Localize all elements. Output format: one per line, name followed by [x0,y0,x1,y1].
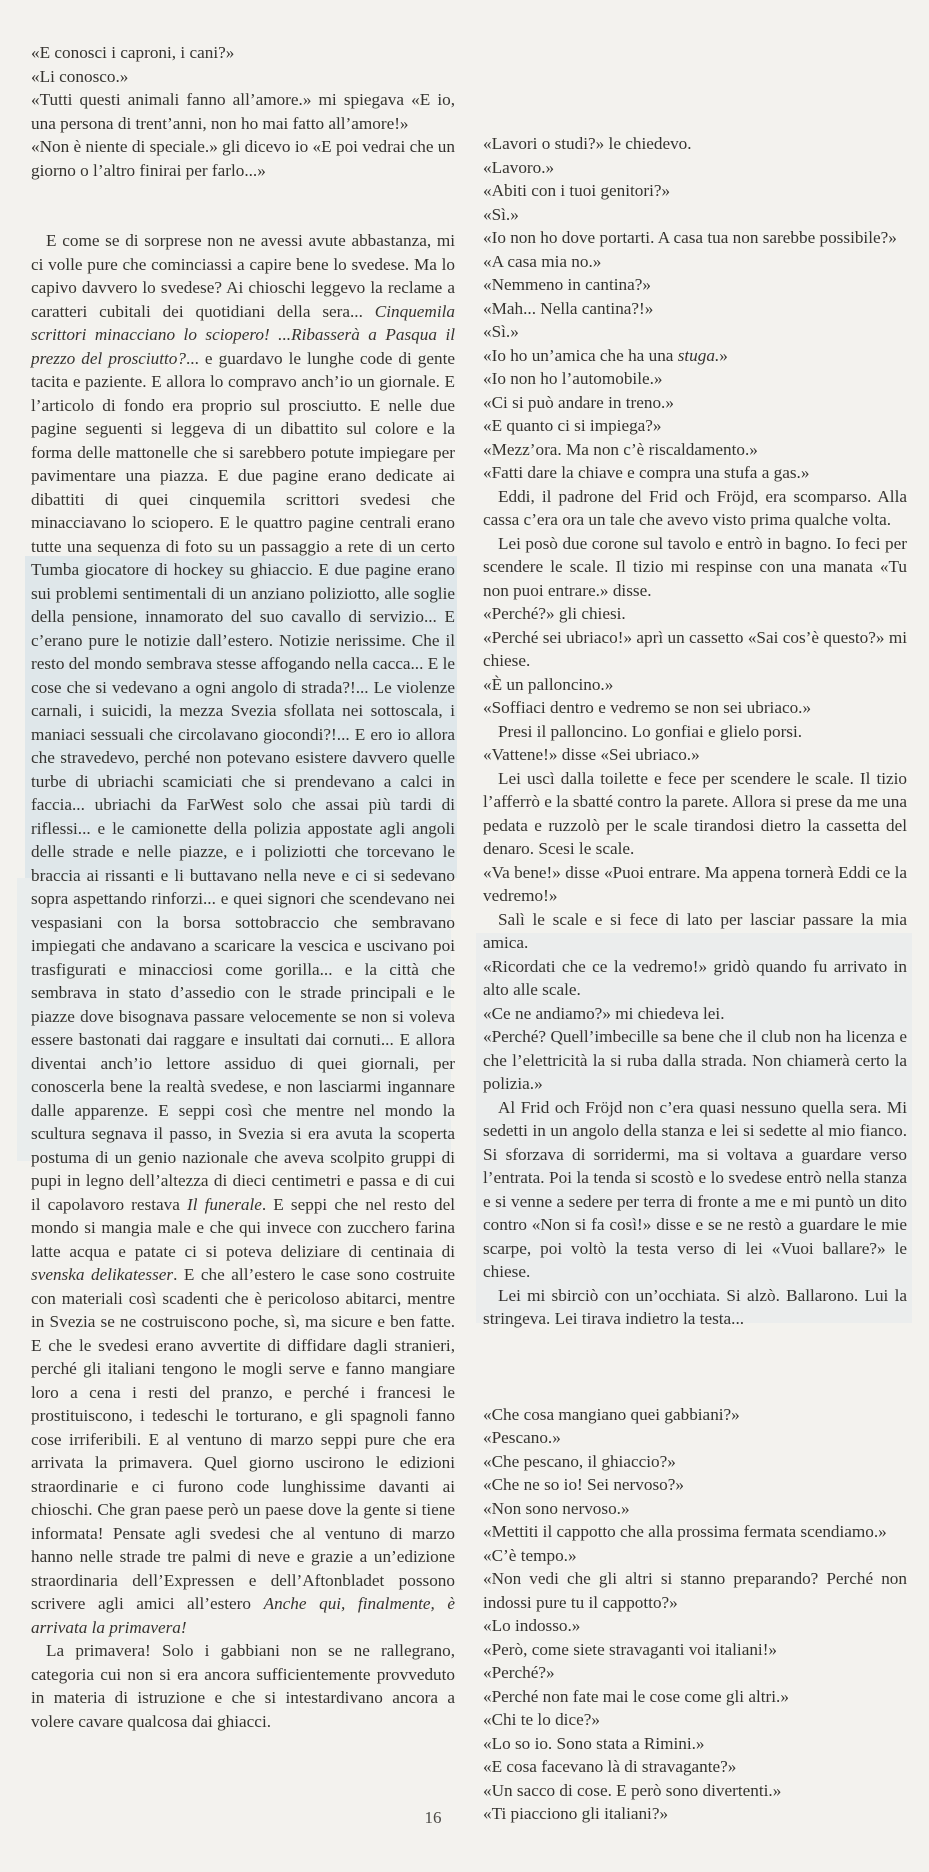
right-text-column [483,132,907,1826]
dialogue-line [483,203,907,227]
dialogue-line [483,955,907,1002]
paragraph [483,532,907,603]
text-segment: «Lavori o studi?» le chiedevo. [483,134,692,153]
dialogue-line [483,1802,907,1826]
dialogue-block [483,743,907,767]
dialogue-line [483,320,907,344]
dialogue-line [31,65,455,89]
italic-text-segment: Cinquemila scrittori minacciano lo sciopero! ...Ribasserà a Pasqua il prezzo del prosciutto? [31,301,455,368]
dialogue-line [483,1426,907,1450]
text-segment: «Vattene!» disse «Sei ubriaco.» [483,745,700,764]
text-segment: La primavera! Solo i gabbiani non se ne rallegrano, categoria cui non si era ancora sufficientemente provveduto in materia di istruzione e che si intestardivano ancora a volere cavare qualcosa dai ghiacci. [31,1641,455,1731]
paragraph [31,1639,455,1733]
text-segment: «Io non ho dove portarti. A casa tua non sarebbe possibile?» [483,228,897,247]
dialogue-line [483,1779,907,1803]
paragraph [483,908,907,955]
dialogue-line [483,1403,907,1427]
text-segment: «Lo indosso.» [483,1616,581,1635]
text-segment: «Non sono nervoso.» [483,1498,630,1518]
dialogue-line [483,743,907,767]
text-segment: «Ti piacciono gli italiani?» [483,1804,669,1823]
italic-text-segment: stuga. [677,345,720,365]
text-segment: «Ricordati che ce la vedremo!» gridò quando fu arrivato in alto alle scale. [483,956,907,999]
text-segment: «Li conosco.» [31,66,129,86]
paragraph-block [483,1284,907,1331]
paragraph [483,1096,907,1284]
paragraph-block [483,908,907,955]
text-segment: ... e guardavo le lunghe code di gente tacita e paziente. E allora lo compravo anch’io un giornale. E l’articolo di fondo era proprio sul prosciutto. E nelle due pagine seguenti si leggeva di un dibattito sul colore e la forma delle mattonelle che si sarebbero potute impiegare per pavimentare una piazza. E due pagine erano dedicate ai dibattiti di quei cinquemila scrittori svedesi che minacciavano lo sciopero. E le quattro pagine centrali erano tutte una sequenza di foto su un passaggio a rete di un certo Tumba giocatore di hockey su ghiaccio. E due pagine erano sui problemi sentimentali di un anziano poliziotto, alle soglie della pensione, innamorato del suo cavallo di servizio... E c’erano pure le notizie dall’estero. Notizie nerissime. Che il resto del mondo sembrava stesse affogando nella cacca... E le cose che si vedevano a ogni angolo di strada?!... Le violenze carnali, i suicidi, la mezza Svezia sfollata nei sottoscala, i maniaci sessuali che circolavano giocondi?!... E ero io allora che stravedevo, perché non potevano esistere davvero quelle turbe di ubriachi scamiciati che si prendevano a calci in faccia... ubriachi da FarWest solo che assai più tardi di riflessi... e le camionette della polizia appostate agli angoli delle strade e nelle piazze, e i poliziotti che torcevano le braccia ai rissanti e li buttavano nella neve e ci si sedevano sopra aspettando rinforzi... e quei signori che scendevano nei vespasiani con la borsa sottobraccio che sembravano impiegati che andavano a scaricare la vescica e uscivano poi trasfigurati e minacciosi come gorilla... e la città che sembrava in stato d’assedio con le strade principali e le piazze dove bisognava passare velocemente se non si voleva essere bastonati dai raggare e insultati dai cornuti... E allora diventai anch’io lettore assiduo di quei giornali, per conoscerla bene la realtà svedese, e non lasciarmi ingannare dalle apparenze. E seppi così che mentre nel mondo la scultura segnava il passo, in Svezia si era avuta la scoperta postuma di un genio nazionale che aveva scolpito gruppi di pupi in legno dell’altezza di dieci centimetri e passa e di cui il capolavoro restava [31,348,456,1214]
dialogue-block [31,41,455,182]
dialogue-line [483,1567,907,1614]
dialogue-line [483,1755,907,1779]
paragraph [483,1284,907,1331]
text-segment: E come se di sorprese non ne avessi avute abbastanza, mi ci volle pure che cominciassi a capire bene lo svedese. Ma lo capivo davvero lo svedese? Ai chioschi leggevo la reclame a caratteri cubitali dei quotidiani della sera... [31,231,455,321]
paragraph-block [483,532,907,603]
text-segment: «E conosci i caproni, i cani?» [31,43,235,62]
text-segment: Lei posò due corone sul tavolo e entrò in bagno. Io feci per scendere le scale. Il tizio mi respinse con una manata «Tu non puoi entrare.» disse. [483,533,907,600]
text-segment: «Un sacco di cose. E però sono divertenti.» [483,1780,782,1800]
text-segment: Lei mi sbirciò con un’occhiata. Si alzò. Ballarono. Lui la stringeva. Lei tirava indietro la testa... [483,1285,907,1328]
dialogue-block [483,602,907,720]
dialogue-line [483,438,907,462]
dialogue-line [483,1002,907,1026]
text-segment: «Che cosa mangiano quei gabbiani?» [483,1404,740,1424]
dialogue-line [483,1685,907,1709]
dialogue-line [483,861,907,908]
page-number: 16 [424,1808,442,1827]
dialogue-line [483,1661,907,1685]
dialogue-line [483,226,907,250]
text-segment: «Ce ne andiamo?» mi chiedeva lei. [483,1003,725,1023]
text-segment: «Sì.» [483,204,519,224]
text-segment: «Mettiti il cappotto che alla prossima fermata scendiamo.» [483,1522,887,1541]
text-segment: «È un palloncino.» [483,674,614,694]
text-segment: «Che ne so io! Sei nervoso?» [483,1475,684,1494]
text-segment: «Pescano.» [483,1428,561,1447]
text-segment: «Perché?» gli chiesi. [483,604,626,623]
left-text-column [31,41,455,1733]
text-segment: «Lavoro.» [483,157,555,177]
text-segment: «Mezz’ora. Ma non c’è riscaldamento.» [483,439,758,459]
text-segment: «Ci si può andare in treno.» [483,392,674,412]
text-segment: «Perché?» [483,1663,555,1682]
text-segment: » [719,345,728,365]
dialogue-block [483,1403,907,1826]
paragraph [483,485,907,532]
paragraph-block [483,1096,907,1284]
text-segment: Eddi, il padrone del Frid och Fröjd, era scomparso. Alla cassa c’era ora un tale che avevo visto prima qualche volta. [483,486,907,529]
text-segment: «Abiti con i tuoi genitori?» [483,181,671,200]
text-segment: «Nemmeno in cantina?» [483,275,651,294]
paragraph-block [483,720,907,744]
text-segment: Salì le scale e si fece di lato per lasciar passare la mia amica. [483,909,907,952]
paragraph-block [31,1639,455,1733]
dialogue-block [483,132,907,485]
dialogue-line [483,414,907,438]
text-segment: «E quanto ci si impiega?» [483,416,662,435]
text-segment: «Mah... Nella cantina?!» [483,298,654,318]
text-segment: «Perché? Quell’imbecille sa bene che il club non ha licenza e che l’elettricità la si ruba dalla strada. Non chiamerà certo la polizia.» [483,1027,907,1093]
dialogue-line [483,673,907,697]
text-segment: «Tutti questi animali fanno all’amore.» mi spiegava «E io, una persona di trent’anni, non ho mai fatto all’amore!» [31,90,455,133]
dialogue-line [483,250,907,274]
text-segment: «Perché sei ubriaco!» aprì un cassetto «Sai cos’è questo?» mi chiese. [483,627,907,670]
text-segment: «C’è tempo.» [483,1545,577,1565]
dialogue-line [483,626,907,673]
dialogue-line [483,1708,907,1732]
text-segment: . E seppi che nel resto del mondo si mangia male e che qui invece con zucchero farina latte acqua e patate ci si poteva deliziare di centinaia di [31,1194,455,1261]
text-segment: Al Frid och Fröjd non c’era quasi nessuno quella sera. Mi sedetti in un angolo della stanza e lei si sedette al mio fianco. Si sforzava di sorridermi, ma si voltava a guardare verso l’entrata. Poi la tenda si scostò e lo svedese entrò nella stanza e si venne a sedere per terra di fronte a me e mi puntò un dito contro «Non si fa così!» disse e se ne restò a guardare le mie scarpe, poi voltò la testa verso di lei «Vuoi ballare?» le chiese. [483,1097,907,1281]
dialogue-block [483,861,907,908]
text-segment: «Però, come siete stravaganti voi italiani!» [483,1639,778,1659]
dialogue-line [483,1025,907,1096]
dialogue-line [483,461,907,485]
text-segment: «Lo so io. Sono stata a Rimini.» [483,1733,705,1753]
dialogue-line [483,602,907,626]
dialogue-line [483,132,907,156]
text-segment: «Perché non fate mai le cose come gli altri.» [483,1686,789,1706]
text-segment: «Fatti dare la chiave e compra una stufa a gas.» [483,463,810,482]
dialogue-line [483,1544,907,1568]
dialogue-line [483,1473,907,1497]
dialogue-line [31,88,455,135]
text-segment: Lei uscì dalla toilette e fece per scendere le scale. Il tizio l’afferrò e la sbatté contro la parete. Allora si prese da me una pedata e ruzzolò per le scale tirandosi dietro la cassetta del denaro. Scesi le scale. [483,768,907,858]
text-segment: «A casa mia no.» [483,251,602,271]
paragraph-block [31,229,455,1639]
italic-text-segment: Il funerale [186,1194,262,1214]
paragraph-block [483,767,907,861]
dialogue-line [31,135,455,182]
text-segment: «Che pescano, il ghiaccio?» [483,1451,676,1471]
text-segment: «Non vedi che gli altri si stanno preparando? Perché non indossi pure tu il cappotto?» [483,1569,907,1612]
dialogue-line [483,1614,907,1638]
dialogue-block [483,955,907,1096]
dialogue-line [483,391,907,415]
dialogue-line [483,1450,907,1474]
dialogue-line [483,367,907,391]
dialogue-line [483,179,907,203]
dialogue-line [483,1638,907,1662]
dialogue-line [483,344,907,368]
italic-text-segment: svenska delikatesser [31,1265,174,1284]
dialogue-line [483,1732,907,1756]
text-segment: «Soffiaci dentro e vedremo se non sei ubriaco.» [483,698,812,717]
paragraph [31,229,455,1639]
paragraph [483,720,907,744]
dialogue-line [483,696,907,720]
text-segment: Presi il palloncino. Lo gonfiai e glielo porsi. [498,721,803,741]
paragraph [483,767,907,861]
dialogue-line [483,1497,907,1521]
text-segment: «Io ho un’amica che ha una [483,345,678,365]
dialogue-line [483,297,907,321]
text-segment: . E che all’estero le case sono costruite con materiali così scadenti che è pericoloso abitarci, mentre in Svezia se ne costruiscono poche, sì, ma sicure e ben fatte. E che le svedesi erano avvertite di diffidare dagli stranieri, perché gli italiani tengono le mogli serve e fanno mangiare loro a cena i resti del pranzo, e perché i francesi le prostituiscono, i tedeschi le torturano, e gli spagnoli fanno cose irriferibili. E al ventuno di marzo seppi pure che era arrivata la primavera. Quel giorno uscirono le edizioni straordinarie e ci furono code lunghissime davanti ai chioschi. Che gran paese però un paese dove la gente si tiene informata! Pensate agli svedesi che al ventuno di marzo hanno nelle strade tre palmi di neve e grazie a un’edizione straordinaria dell’Expressen e dell’Aftonbladet possono scrivere agli amici all’estero [31,1265,455,1613]
dialogue-line [483,273,907,297]
text-segment: «Io non ho l’automobile.» [483,369,663,388]
dialogue-line [31,41,455,65]
dialogue-line [483,1520,907,1544]
text-segment: «Sì.» [483,322,519,341]
paragraph-block [483,485,907,532]
text-segment: «E cosa facevano là di stravagante?» [483,1757,737,1776]
dialogue-line [483,156,907,180]
text-segment: «Chi te lo dice?» [483,1710,600,1729]
text-segment: «Va bene!» disse «Puoi entrare. Ma appena tornerà Eddi ce la vedremo!» [483,862,907,905]
italic-text-segment: Anche qui, finalmente, è arrivata la primavera! [31,1594,455,1637]
text-segment: «Non è niente di speciale.» gli dicevo io «E poi vedrai che un giorno o l’altro finirai per farlo...» [31,137,455,180]
